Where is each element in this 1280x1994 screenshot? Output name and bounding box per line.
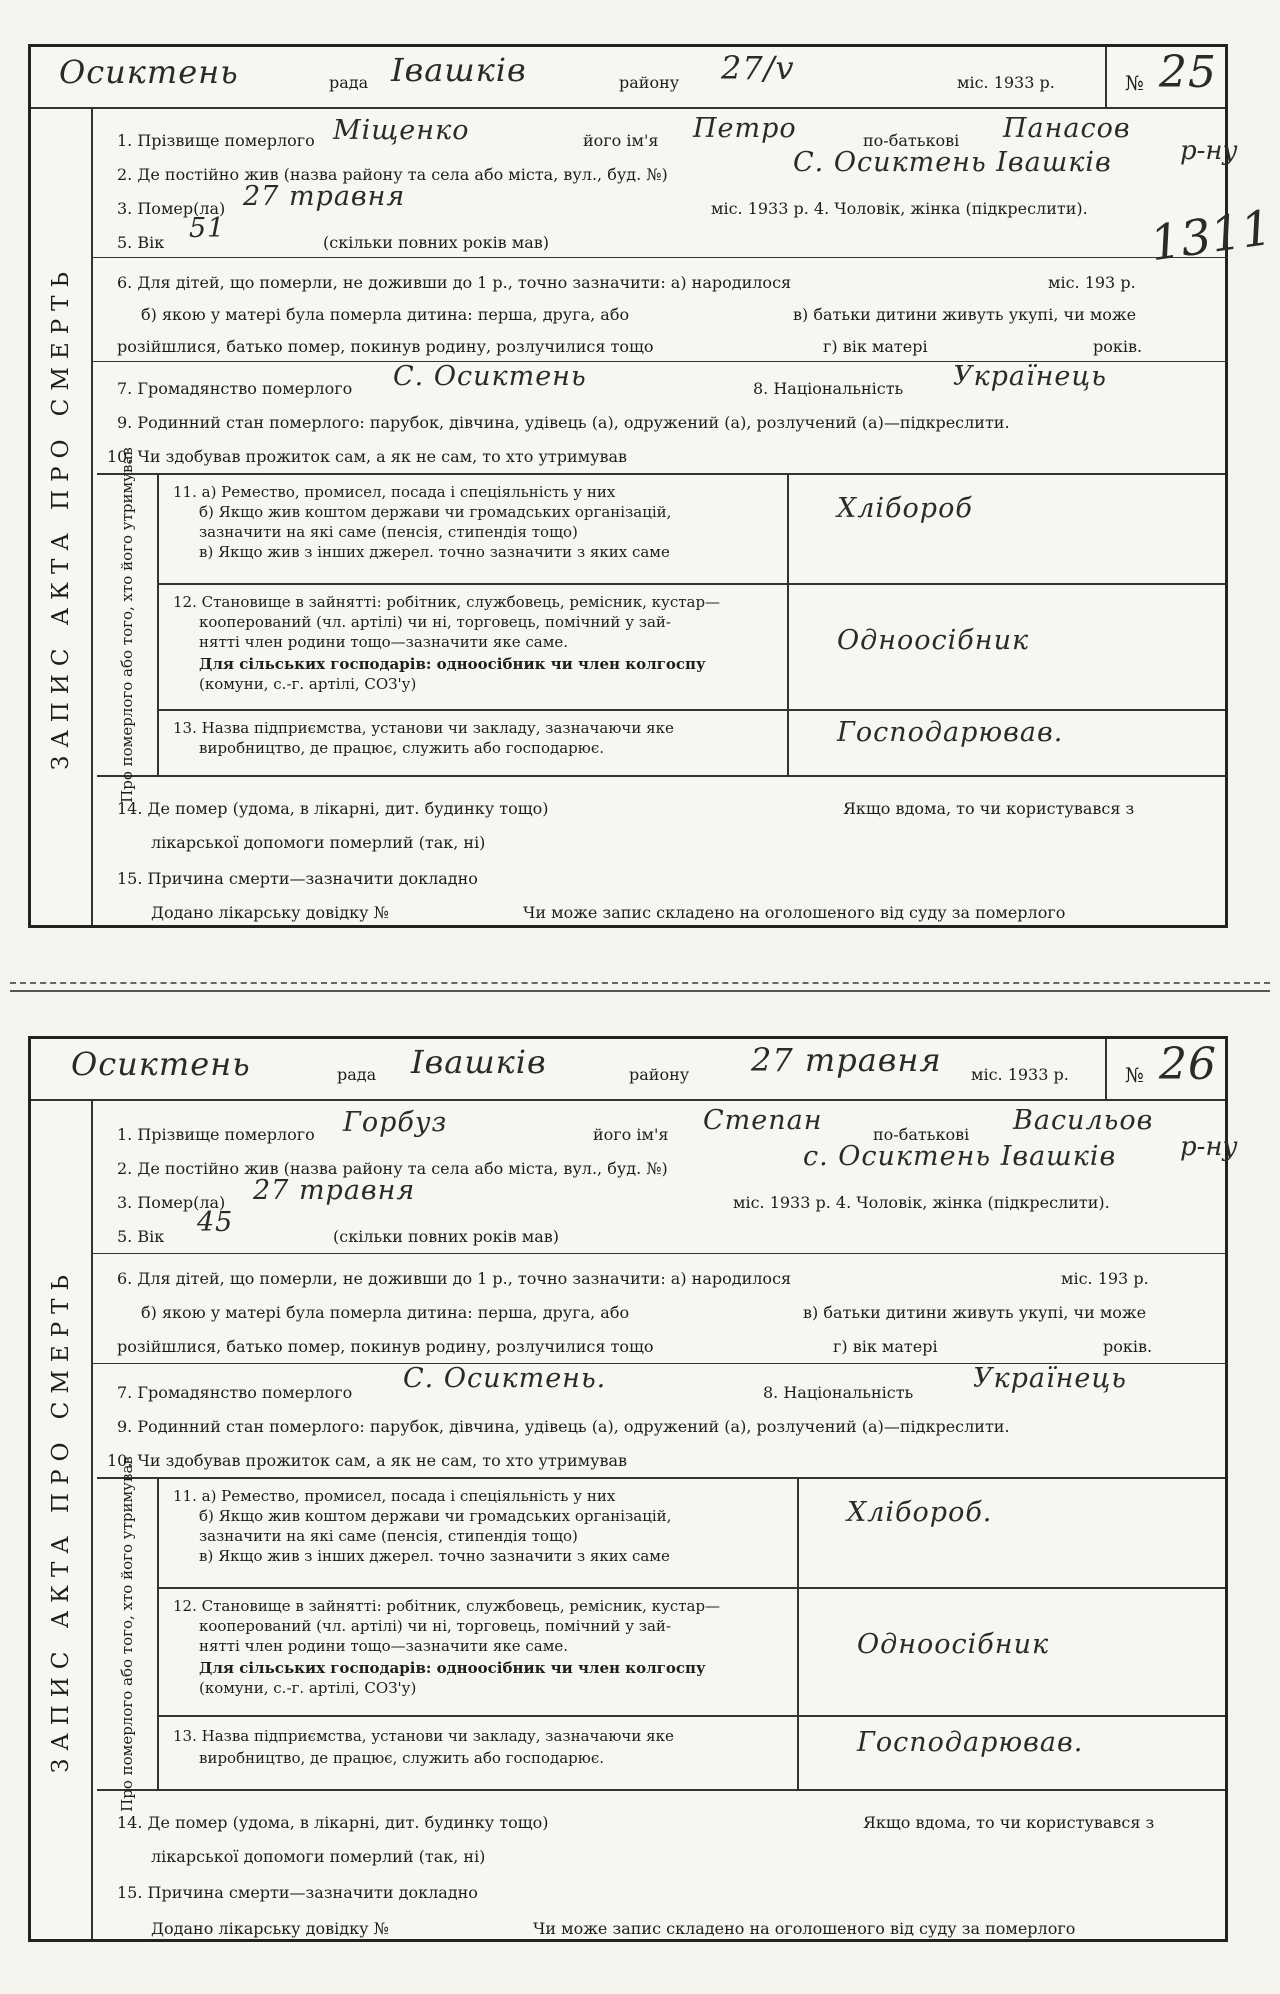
form-1-q1-patronymic-label: по-батькові xyxy=(863,131,960,150)
form-2-date: 27 травня xyxy=(751,1041,942,1079)
form-1-side-title-text: ЗАПИС АКТА ПРО СМЕРТЬ xyxy=(48,263,74,771)
form-1-q14-2: лікарської допомоги померлий (так, ні) xyxy=(151,833,486,852)
form-2-q11-c: в) Якщо жив з інших джерел. точно зазначити з яких саме xyxy=(199,1547,670,1565)
form-2-header xyxy=(31,1039,1225,1101)
form-1-death-day: 27 травня xyxy=(243,181,406,212)
form-2-death-day: 27 травня xyxy=(253,1175,416,1206)
form-1-rada: Івашків xyxy=(391,51,527,89)
form-1-q11-c: в) Якщо жив з інших джерел. точно зазначити з яких саме xyxy=(199,543,670,561)
form-2-q5-note: (скільки повних років мав) xyxy=(333,1227,560,1246)
form-1-nationality: Українець xyxy=(953,361,1107,392)
form-1-sub-side-text: Про померлого або того, хто його утримував xyxy=(118,447,136,803)
form-1-q12-2: кооперований (чл. артілі) чи ні, торговець, помічний у зай- xyxy=(199,613,671,631)
form-2-q14-label: 14. Де помер (удома, в лікарні, дит. будинку тощо) xyxy=(117,1813,549,1832)
form-1-q11-b2: зазначити на які саме (пенсія, стипендія тощо) xyxy=(199,523,578,541)
form-2-number-box xyxy=(1105,1039,1225,1101)
form-1-q7-label: 7. Громадянство померлого xyxy=(117,379,353,398)
form-2-workplace: Господарював. xyxy=(857,1727,1084,1758)
form-1-q16-a: Додано лікарську довідку № xyxy=(151,903,389,922)
form-2-number-sign: № xyxy=(1125,1063,1144,1087)
form-1-number: 25 xyxy=(1159,47,1217,98)
form-2-number: 26 xyxy=(1159,1039,1217,1090)
form-2-q9-label: 9. Родинний стан померлого: парубок, дівчина, удівець (а), одружений (а), розлучений (а)—підкреслити. xyxy=(117,1417,1010,1436)
form-1-side-title xyxy=(31,109,93,925)
divider-dashed xyxy=(10,982,1270,984)
form-2-age: 45 xyxy=(197,1207,234,1238)
form-2-q12-1: 12. Становище в зайнятті: робітник, службовець, ремісник, кустар— xyxy=(173,1597,721,1615)
form-1-patronymic: Панасов xyxy=(1003,113,1131,144)
form-2-sub-side-text: Про померлого або того, хто його утримував xyxy=(118,1456,136,1812)
form-1-q12-3: нятті член родини тощо—зазначити яке саме. xyxy=(199,633,569,651)
form-1-workplace: Господарював. xyxy=(837,717,1064,748)
form-1-q12-1: 12. Становище в зайнятті: робітник, службовець, ремісник, кустар— xyxy=(173,593,721,611)
form-1-q6-line3-mid: г) вік матері xyxy=(823,337,928,356)
form-1-residence: С. Осиктень Івашків xyxy=(793,147,1112,178)
form-2-q6-line2: б) якою у матері була померла дитина: перша, друга, або xyxy=(141,1303,630,1322)
form-1-q12-4: Для сільських господарів: одноосібник чи член колгоспу xyxy=(199,655,706,673)
form-2-q11-b: б) Якщо жив коштом держави чи громадських організацій, xyxy=(199,1507,672,1525)
form-1-rada-label: рада xyxy=(329,73,369,92)
form-1-q11-a: 11. а) Ремество, промисел, посада і спеціяльність у них xyxy=(173,483,616,501)
form-1-number-sign: № xyxy=(1125,71,1144,95)
form-1-name: Петро xyxy=(693,113,797,144)
form-1-body xyxy=(93,109,1225,925)
divider-solid xyxy=(10,990,1270,992)
form-1-q6-line2-end: в) батьки дитини живуть укупі, чи може xyxy=(793,305,1137,324)
form-2-q13-1: 13. Назва підприємства, установи чи закладу, зазначаючи яке xyxy=(173,1727,674,1745)
form-2-q13-2: виробництво, де працює, служить або господарює. xyxy=(199,1749,605,1767)
form-2-q2-label: 2. Де постійно жив (назва району та села або міста, вул., буд. №) xyxy=(117,1159,668,1178)
form-2-occupation: Хлібороб. xyxy=(847,1497,993,1528)
form-2-village: Осиктень xyxy=(71,1045,251,1083)
form-2-nationality: Українець xyxy=(973,1363,1127,1394)
form-2-q6-line1: 6. Для дітей, що померли, не доживши до 1 р., точно зазначити: а) народилося xyxy=(117,1269,792,1288)
form-2-q6-line3-mid: г) вік матері xyxy=(833,1337,938,1356)
form-1-occupation: Хлібороб xyxy=(837,493,973,524)
form-1-q3-label: 3. Помер(ла) xyxy=(117,199,226,218)
form-1-date: 27/v xyxy=(721,49,795,87)
form-2-side-title xyxy=(31,1101,93,1939)
form-2-patronymic: Васильов xyxy=(1013,1105,1154,1136)
form-2-q6-line3-end: років. xyxy=(1103,1337,1153,1356)
form-2-q16-b: Чи може запис складено на оголошеного від суду за померлого xyxy=(533,1919,1076,1938)
form-2-residence: с. Осиктень Івашків xyxy=(803,1141,1117,1172)
form-1-q10-label: 10. Чи здобував прожиток сам, а як не сам, то хто утримував xyxy=(107,447,628,466)
form-2-q10-label: 10. Чи здобував прожиток сам, а як не сам, то хто утримував xyxy=(107,1451,628,1470)
form-2-q11-b2: зазначити на які саме (пенсія, стипендія тощо) xyxy=(199,1527,578,1545)
form-1-q11-b: б) Якщо жив коштом держави чи громадських організацій, xyxy=(199,503,672,521)
form-1-q14-end: Якщо вдома, то чи користувався з xyxy=(843,799,1135,818)
form-2-q1-patronymic-label: по-батькові xyxy=(873,1125,970,1144)
form-1-q2-label: 2. Де постійно жив (назва району та села або міста, вул., буд. №) xyxy=(117,165,668,184)
form-2-q15-label: 15. Причина смерти—зазначити докладно xyxy=(117,1883,478,1902)
form-1-month-year: міс. 1933 р. xyxy=(957,73,1055,92)
form-2-citizenship: С. Осиктень. xyxy=(403,1363,607,1394)
form-2-q14-2: лікарської допомоги померлий (так, ні) xyxy=(151,1847,486,1866)
form-1-q6-line1: 6. Для дітей, що померли, не доживши до 1 р., точно зазначити: а) народилося xyxy=(117,273,792,292)
form-1-q6-line1-end: міс. 193 р. xyxy=(1048,273,1136,292)
form-1-number-box xyxy=(1105,47,1225,109)
form-2-q1-surname-label: 1. Прізвище померлого xyxy=(117,1125,315,1144)
form-2-residence-margin: р-ну xyxy=(1180,1132,1238,1162)
form-1-status: Одноосібник xyxy=(837,625,1030,656)
form-1-surname: Міщенко xyxy=(333,115,470,146)
form-2-q6-line3: розійшлися, батько помер, покинув родину, розлучилися тощо xyxy=(117,1337,654,1356)
form-1-q16-b: Чи може запис складено на оголошеного від суду за померлого xyxy=(523,903,1066,922)
form-2-q5-label: 5. Вік xyxy=(117,1227,165,1246)
form-1-margin-note: 1311 xyxy=(1146,199,1276,273)
form-1-q15-label: 15. Причина смерти—зазначити докладно xyxy=(117,869,478,888)
form-2-q1-name-label: його ім'я xyxy=(593,1125,669,1144)
form-1-village: Осиктень xyxy=(59,53,239,91)
form-1-q8-label: 8. Національність xyxy=(753,379,904,398)
form-2-rayonu-label: району xyxy=(629,1065,690,1084)
form-2-rada-label: рада xyxy=(337,1065,377,1084)
form-2-q11-a: 11. а) Ремество, промисел, посада і спеціяльність у них xyxy=(173,1487,616,1505)
form-1-q12-5: (комуни, с.-г. артілі, СОЗ'у) xyxy=(199,675,417,693)
form-1-header xyxy=(31,47,1225,109)
form-1-rayonu-label: району xyxy=(619,73,680,92)
form-2-name: Степан xyxy=(703,1105,823,1136)
form-2-q6-line1-end: міс. 193 р. xyxy=(1061,1269,1149,1288)
form-1-q14-label: 14. Де помер (удома, в лікарні, дит. будинку тощо) xyxy=(117,799,549,818)
form-1-citizenship: С. Осиктень xyxy=(393,361,587,392)
form-1-q6-line2: б) якою у матері була померла дитина: перша, друга, або xyxy=(141,305,630,324)
form-1-q6-line3: розійшлися, батько помер, покинув родину, розлучилися тощо xyxy=(117,337,654,356)
form-2-surname: Горбуз xyxy=(343,1107,448,1138)
form-2-q12-4: Для сільських господарів: одноосібник чи член колгоспу xyxy=(199,1659,706,1677)
form-2-side-title-text: ЗАПИС АКТА ПРО СМЕРТЬ xyxy=(48,1266,74,1774)
form-2-rada: Івашків xyxy=(411,1043,547,1081)
death-record-form-2 xyxy=(28,1036,1228,1942)
form-2-q12-3: нятті член родини тощо—зазначити яке саме. xyxy=(199,1637,569,1655)
form-1-q5-label: 5. Вік xyxy=(117,233,165,252)
form-2-sub-side xyxy=(97,1456,159,1812)
form-1-q13-1: 13. Назва підприємства, установи чи закладу, зазначаючи яке xyxy=(173,719,674,737)
form-2-body xyxy=(93,1101,1225,1939)
form-2-q6-line2-end: в) батьки дитини живуть укупі, чи може xyxy=(803,1303,1147,1322)
form-1-age: 51 xyxy=(189,213,226,244)
form-2-status: Одноосібник xyxy=(857,1629,1050,1660)
form-2-q14-end: Якщо вдома, то чи користувався з xyxy=(863,1813,1155,1832)
form-2-month-year: міс. 1933 р. xyxy=(971,1065,1069,1084)
form-2-q3-label: 3. Помер(ла) xyxy=(117,1193,226,1212)
form-1-sub-side xyxy=(97,447,159,803)
form-1-q1-name-label: його ім'я xyxy=(583,131,659,150)
form-2-q3-q4-label: міс. 1933 р. 4. Чоловік, жінка (підкреслити). xyxy=(733,1193,1110,1212)
form-2-q7-label: 7. Громадянство померлого xyxy=(117,1383,353,1402)
form-2-q12-5: (комуни, с.-г. артілі, СОЗ'у) xyxy=(199,1679,417,1697)
form-1-q1-surname-label: 1. Прізвище померлого xyxy=(117,131,315,150)
form-2-q16-a: Додано лікарську довідку № xyxy=(151,1919,389,1938)
form-1-q6-line3-end: років. xyxy=(1093,337,1143,356)
form-1-q3-q4-label: міс. 1933 р. 4. Чоловік, жінка (підкреслити). xyxy=(711,199,1088,218)
form-1-q13-2: виробництво, де працює, служить або господарює. xyxy=(199,739,605,757)
form-2-q12-2: кооперований (чл. артілі) чи ні, торговець, помічний у зай- xyxy=(199,1617,671,1635)
form-1-residence-margin: р-ну xyxy=(1180,136,1238,166)
form-1-q5-note: (скільки повних років мав) xyxy=(323,233,550,252)
death-record-form-1 xyxy=(28,44,1228,928)
form-1-q9-label: 9. Родинний стан померлого: парубок, дівчина, удівець (а), одружений (а), розлучений (а)—підкреслити. xyxy=(117,413,1010,432)
form-2-q8-label: 8. Національність xyxy=(763,1383,914,1402)
